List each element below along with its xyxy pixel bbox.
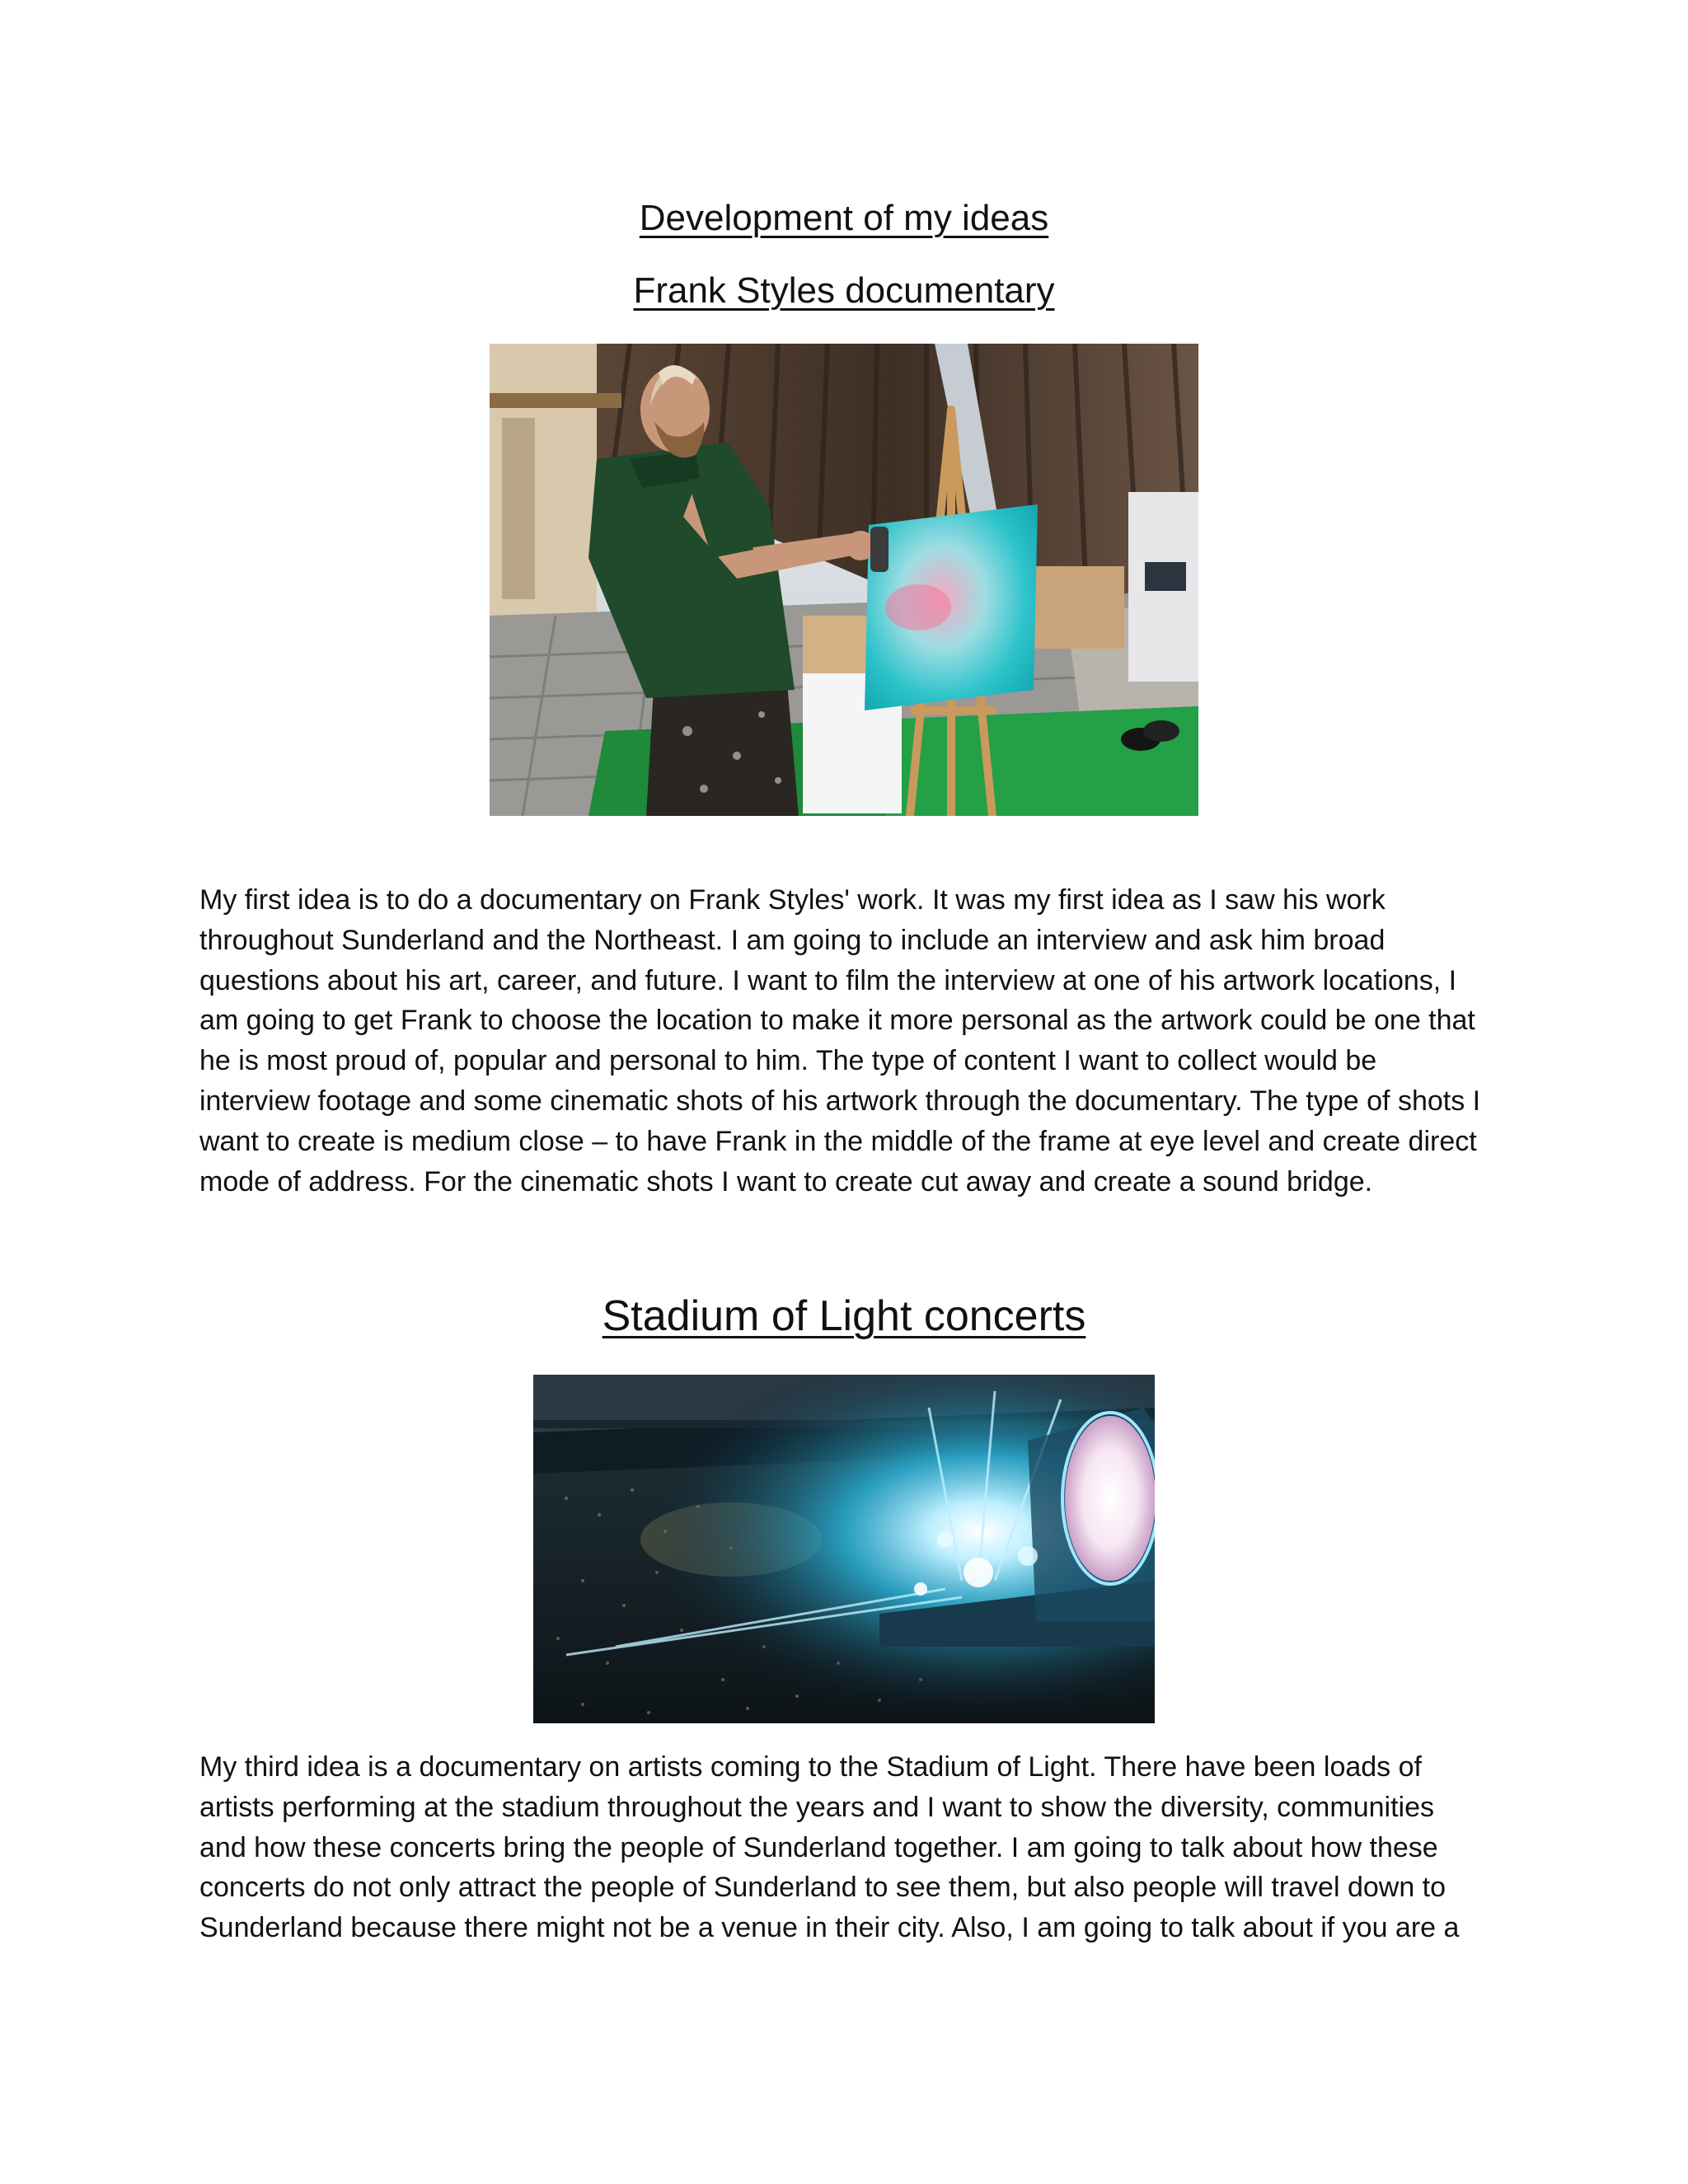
paragraph-line: mode of address. For the cinematic shots I want to create cut away and create a sound bridge. xyxy=(199,1165,1373,1197)
paragraph-line: and how these concerts bring the people of Sunderland together. I am going to talk about how these xyxy=(199,1831,1438,1863)
paragraph-line: concerts do not only attract the people of Sunderland to see them, but also people will travel down to xyxy=(199,1872,1447,1904)
paragraph-line: questions about his art, career, and future. I want to film the interview at one of his artwork locations, I xyxy=(199,964,1457,996)
paragraph-line: want to create is medium close – to have Frank in the middle of the frame at eye level and create direct xyxy=(199,1125,1477,1157)
page-title: Development of my ideas xyxy=(639,198,1049,238)
stadium-paragraph xyxy=(199,1747,1502,1948)
frank-styles-paragraph xyxy=(199,880,1502,1202)
paragraph-line: he is most proud of, popular and personal to him. The type of content I want to collect would be xyxy=(199,1045,1377,1077)
paragraph-line: My third idea is a documentary on artists coming to the Stadium of Light. There have been loads of xyxy=(199,1751,1422,1783)
section-heading-stadium-of-light: Stadium of Light concerts xyxy=(602,1292,1086,1340)
paragraph-line: interview footage and some cinematic shots of his artwork through the documentary. The type of shots I xyxy=(199,1085,1481,1117)
paragraph-line: throughout Sunderland and the Northeast. I am going to include an interview and ask him broad xyxy=(199,924,1386,956)
stadium-concert-photo xyxy=(533,1375,1155,1723)
paragraph-line: am going to get Frank to choose the location to make it more personal as the artwork could be one that xyxy=(199,1005,1475,1037)
paragraph-line: artists performing at the stadium throughout the years and I want to show the diversity, communities xyxy=(199,1791,1434,1823)
section-heading-frank-styles: Frank Styles documentary xyxy=(633,270,1055,311)
paragraph-line: Sunderland because there might not be a venue in their city. Also, I am going to talk about if you are a xyxy=(199,1912,1460,1944)
frank-styles-photo xyxy=(490,344,1198,816)
paragraph-line: My first idea is to do a documentary on Frank Styles' work. It was my first idea as I saw his work xyxy=(199,884,1386,916)
